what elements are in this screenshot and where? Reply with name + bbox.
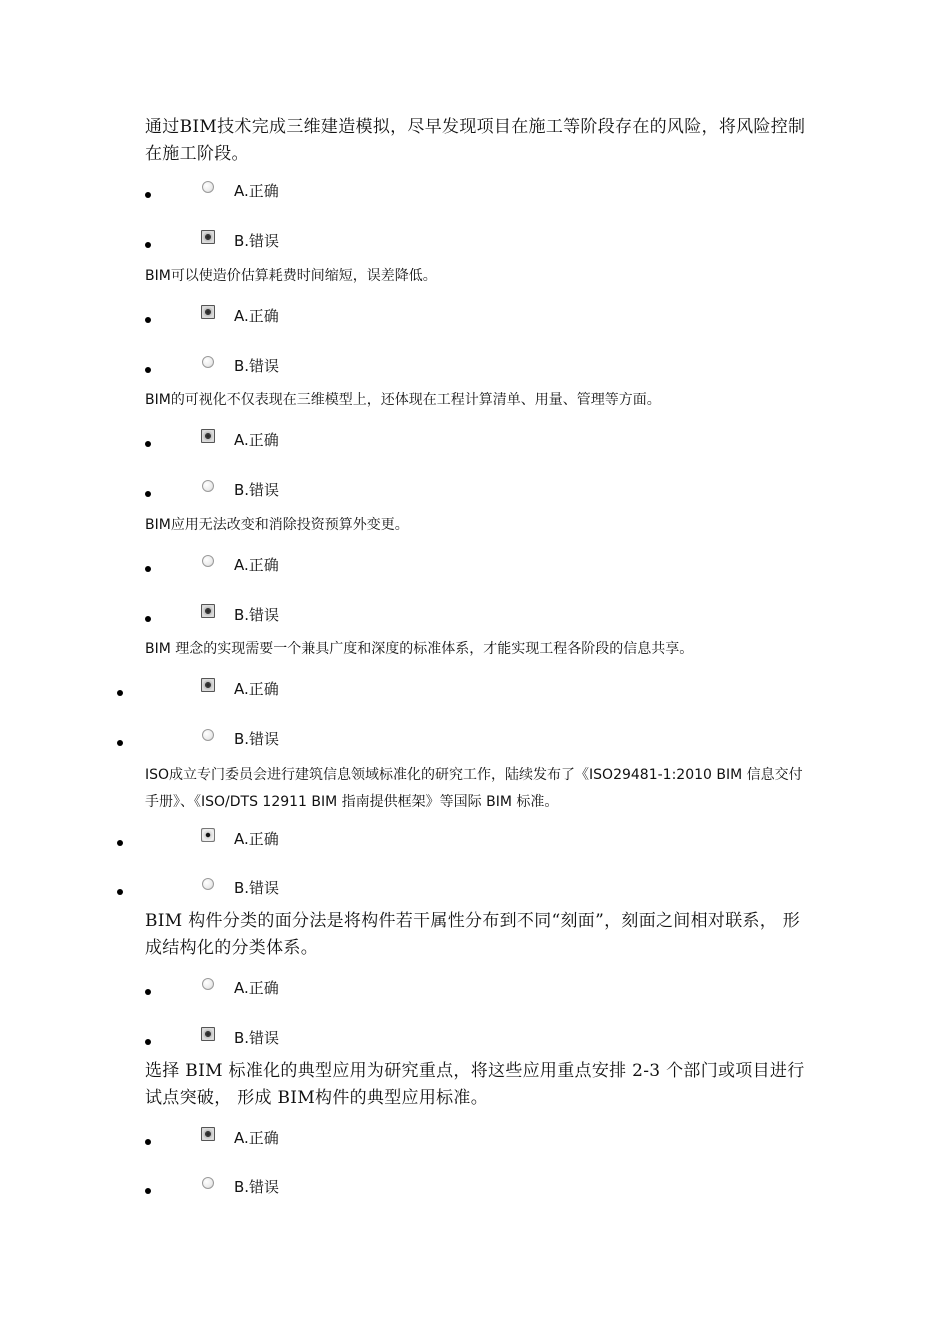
- option-row[interactable]: [0, 356, 950, 380]
- bullet-icon: [117, 840, 123, 846]
- question-text: BIM应用无法改变和消除投资预算外变更。: [145, 517, 409, 533]
- bullet-icon: [145, 317, 151, 323]
- option-label[interactable]: A.正确: [234, 979, 279, 997]
- radio-checked-icon[interactable]: [201, 604, 215, 618]
- radio-checked-icon[interactable]: [201, 230, 215, 244]
- bullet-icon: [145, 616, 151, 622]
- radio-unchecked-icon[interactable]: [202, 181, 214, 193]
- radio-unchecked-icon[interactable]: [202, 356, 214, 368]
- option-row[interactable]: [0, 1028, 950, 1052]
- bullet-icon: [145, 1039, 151, 1045]
- bullet-icon: [145, 242, 151, 248]
- option-row[interactable]: [0, 306, 950, 330]
- bullet-icon: [145, 989, 151, 995]
- option-row[interactable]: [0, 231, 950, 255]
- bullet-icon: [117, 740, 123, 746]
- option-label[interactable]: B.错误: [234, 357, 280, 375]
- bullet-icon: [145, 192, 151, 198]
- option-row[interactable]: [0, 829, 950, 853]
- option-label[interactable]: B.错误: [234, 1178, 280, 1196]
- question-text: BIM 理念的实现需要一个兼具广度和深度的标准体系，才能实现工程各阶段的信息共享。: [145, 641, 694, 657]
- bullet-icon: [117, 690, 123, 696]
- bullet-icon: [145, 441, 151, 447]
- bullet-icon: [145, 1139, 151, 1145]
- radio-checked-icon[interactable]: [201, 1027, 215, 1041]
- option-label[interactable]: B.错误: [234, 879, 280, 897]
- option-row[interactable]: [0, 181, 950, 205]
- bullet-icon: [145, 367, 151, 373]
- option-row[interactable]: [0, 1177, 950, 1201]
- radio-unchecked-icon[interactable]: [202, 729, 214, 741]
- radio-checked-icon[interactable]: [201, 1127, 215, 1141]
- option-row[interactable]: [0, 1128, 950, 1152]
- question-text: BIM 构件分类的面分法是将构件若干属性分布到不同“刻面”，刻面之间相对联系， 形成结构化的分类体系。: [145, 911, 801, 958]
- radio-unchecked-icon[interactable]: [202, 480, 214, 492]
- option-label[interactable]: B.错误: [234, 730, 280, 748]
- bullet-icon: [145, 491, 151, 497]
- option-row[interactable]: [0, 978, 950, 1002]
- option-row[interactable]: [0, 878, 950, 902]
- radio-unchecked-icon[interactable]: [202, 878, 214, 890]
- question-text: 通过BIM技术完成三维建造模拟，尽早发现项目在施工等阶段存在的风险，将风险控制在施工阶段。: [145, 117, 806, 164]
- radio-selected-icon[interactable]: [201, 828, 215, 842]
- option-label[interactable]: B.错误: [234, 606, 280, 624]
- question-text: ISO成立专门委员会进行建筑信息领域标准化的研究工作，陆续发布了《ISO29481-1:2010 BIM 信息交付手册》、《ISO/DTS 12911 BIM 指南提供框架》等国际 BIM 标准。: [145, 767, 803, 810]
- option-label[interactable]: A.正确: [234, 830, 279, 848]
- question-text: BIM可以使造价估算耗费时间缩短，误差降低。: [145, 268, 437, 284]
- option-row[interactable]: [0, 605, 950, 629]
- option-row[interactable]: [0, 480, 950, 504]
- bullet-icon: [117, 889, 123, 895]
- radio-unchecked-icon[interactable]: [202, 1177, 214, 1189]
- radio-checked-icon[interactable]: [201, 305, 215, 319]
- option-label[interactable]: A.正确: [234, 307, 279, 325]
- option-label[interactable]: A.正确: [234, 182, 279, 200]
- question-text: 选择 BIM 标准化的典型应用为研究重点，将这些应用重点安排 2-3 个部门或项目进行试点突破， 形成 BIM构件的典型应用标准。: [145, 1061, 805, 1108]
- radio-checked-icon[interactable]: [201, 429, 215, 443]
- bullet-icon: [145, 566, 151, 572]
- question-text: BIM的可视化不仅表现在三维模型上，还体现在工程计算清单、用量、管理等方面。: [145, 392, 661, 408]
- option-label[interactable]: B.错误: [234, 481, 280, 499]
- option-label[interactable]: A.正确: [234, 431, 279, 449]
- option-label[interactable]: A.正确: [234, 680, 279, 698]
- radio-unchecked-icon[interactable]: [202, 555, 214, 567]
- bullet-icon: [145, 1188, 151, 1194]
- option-label[interactable]: A.正确: [234, 1129, 279, 1147]
- radio-unchecked-icon[interactable]: [202, 978, 214, 990]
- option-row[interactable]: [0, 679, 950, 703]
- option-label[interactable]: A.正确: [234, 556, 279, 574]
- option-row[interactable]: [0, 729, 950, 753]
- option-row[interactable]: [0, 555, 950, 579]
- option-label[interactable]: B.错误: [234, 1029, 280, 1047]
- option-row[interactable]: [0, 430, 950, 454]
- option-label[interactable]: B.错误: [234, 232, 280, 250]
- radio-checked-icon[interactable]: [201, 678, 215, 692]
